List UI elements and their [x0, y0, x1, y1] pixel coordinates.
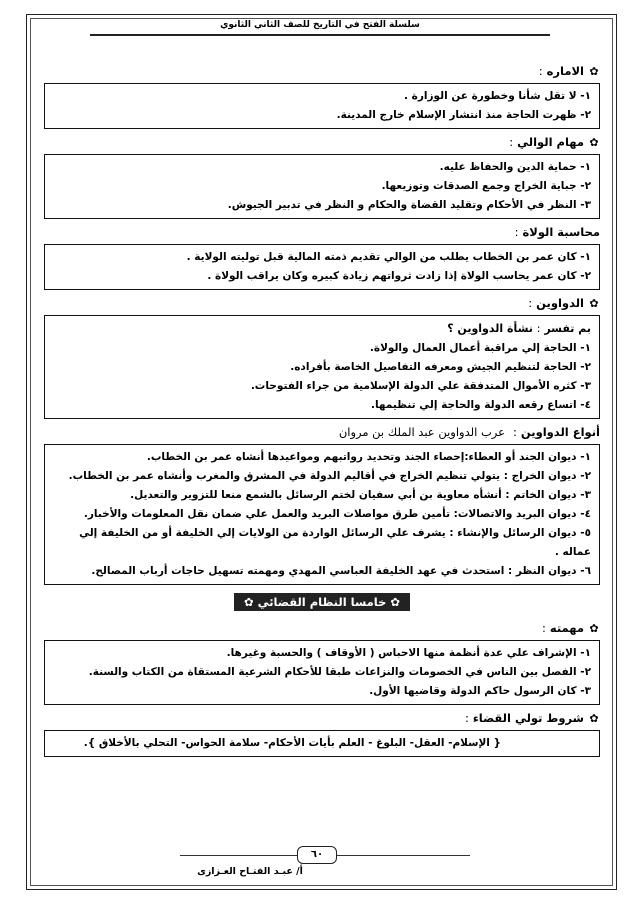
section-heading-wali [44, 133, 600, 151]
page-content [44, 58, 600, 760]
anwa-box [44, 444, 600, 585]
flower-icon: ✿ [243, 595, 254, 609]
heading-colon: : [464, 711, 469, 725]
series-title: سلسلة الفتح في التاريخ للصف الثاني الثانوي [220, 20, 420, 30]
shurut-box [44, 730, 600, 757]
heading-note: عرب الدواوين عبد الملك بن مروان [338, 425, 505, 439]
list-item: ٤- اتساع رقعه الدولة والحاجة إلي تنظيمها. [370, 399, 591, 411]
flower-icon: ✿ [589, 65, 599, 78]
section-heading-shurut [44, 709, 600, 727]
heading-text: شروط تولي القضاء [472, 711, 584, 725]
list-item: ٢- الفصل بين الناس في الخصومات والنزاعات طبقا للأحكام الشرعية المستقاة من الكتاب والسنة. [88, 666, 591, 678]
heading-text: محاسبة الولاة [522, 225, 600, 239]
heading-colon: : [514, 225, 519, 239]
list-item: ٢- ظهرت الحاجة منذ انتشار الإسلام خارج المدينة. [336, 109, 591, 121]
flower-icon: ✿ [589, 622, 599, 635]
list-item: ١- لا تقل شأنا وخطورة عن الوزارة . [404, 90, 591, 102]
list-item: ١- الإشراف علي عدة أنظمة منها الاحباس ( الأوقاف ) والحسبة وغيرها. [226, 647, 591, 659]
list-item: ١- حماية الدين والحفاظ عليه. [439, 161, 591, 173]
list-item: ٣- كان الرسول حاكم الدولة وقاضيها الأول. [369, 685, 591, 697]
question-line [53, 319, 591, 339]
list-item: ٢- الحاجة لتنظيم الجيش ومعرفه التفاصيل الخاصة بأفراده. [290, 361, 591, 373]
page-number: ٦٠ [297, 846, 337, 864]
muhasaba-box [44, 244, 600, 290]
list-item: ٣- ديوان الخاتم : أنشأه معاوية بن أبي سفيان لختم الرسائل بالشمع منعا للتزوير والتعديل. [130, 489, 591, 501]
section-heading-imara [44, 62, 600, 80]
list-item: ٤- ديوان البريد والاتصالات: تأمين طرق مواصلات البريد والعمل علي ضمان نقل المعلومات والأخبار. [83, 508, 591, 520]
judicial-system-title [44, 591, 600, 611]
list-item: ٦- ديوان النظر : استحدث في عهد الخليفة العباسي المهدي ومهمته تسهيل حاجات أرباب المصالح. [91, 565, 591, 577]
question-text: نشأة الدواوين ؟ [447, 322, 533, 335]
heading-text: الاماره [546, 64, 584, 78]
heading-colon: : [542, 621, 546, 635]
section-heading-anwa [44, 423, 600, 441]
heading-text: مهمته [549, 621, 584, 635]
section-heading-dawawin [44, 294, 600, 312]
author-name: أ/ عبـد الفتـاح العـزازى [197, 866, 303, 877]
dawawin-box [44, 315, 600, 419]
list-item: ٥- ديوان الرسائل والإنشاء : يشرف علي الرسائل الواردة من الولايات إلي الخليفة أو من الخليفة إلي عماله . [79, 527, 591, 558]
heading-text: الدواوين [536, 296, 584, 310]
list-item: ١- الحاجة إلي مراقبة أعمال العمال والولاة. [369, 342, 591, 354]
list-item: ١- كان عمر بن الخطاب يطلب من الوالي تقديم ذمته المالية قبل توليته الولاية . [186, 251, 591, 263]
section-heading-muhimma [44, 619, 600, 637]
section-heading-muhasaba [44, 223, 600, 241]
heading-colon: : [509, 135, 514, 149]
heading-text: أنواع الدواوين [520, 425, 600, 439]
muhimma-box [44, 640, 600, 705]
list-item: { الإسلام- العقل- البلوغ - العلم بأيات الأحكام- سلامة الحواس- التحلي بالأخلاق }. [83, 737, 501, 749]
heading-colon: : [513, 425, 517, 439]
flower-icon: ✿ [589, 297, 599, 310]
header-divider [90, 34, 550, 36]
wali-box [44, 154, 600, 219]
list-item: ١- ديوان الجند أو العطاء:إحصاء الجند وتحديد رواتبهم ومواعيدها أنشاه عمر بن الخطاب. [146, 451, 591, 463]
heading-colon: : [528, 296, 533, 310]
list-item: ٣- النظر في الأحكام وتقليد القضاة والحكام و النظر في تدبير الجيوش. [227, 199, 591, 211]
flower-icon: ✿ [589, 136, 599, 149]
flower-icon: ✿ [589, 712, 599, 725]
imara-box [44, 83, 600, 129]
heading-text: مهام الوالي [517, 135, 584, 149]
title-banner [234, 593, 410, 611]
list-item: ٣- كثره الأموال المتدفقة علي الدولة الإسلامية من جراء الفتوحات. [250, 380, 591, 392]
heading-colon: : [538, 64, 543, 78]
flower-icon: ✿ [390, 595, 401, 609]
title-text: خامسا النظام القضائي [257, 595, 387, 609]
list-item: ٢- ديوان الخراج : يتولي تنظيم الخراج في أقاليم الدولة في المشرق والمغرب وأنشاه عمر بن الخطاب. [68, 470, 591, 482]
list-item: ٢- جباية الخراج وجمع الصدقات وتوزيعها. [381, 180, 591, 192]
question-label: بم تفسر [544, 322, 591, 335]
question-colon: : [536, 322, 541, 335]
list-item: ٢- كان عمر يحاسب الولاة إذا زادت ثرواتهم زيادة كبيره وكان يراقب الولاة . [207, 270, 591, 282]
